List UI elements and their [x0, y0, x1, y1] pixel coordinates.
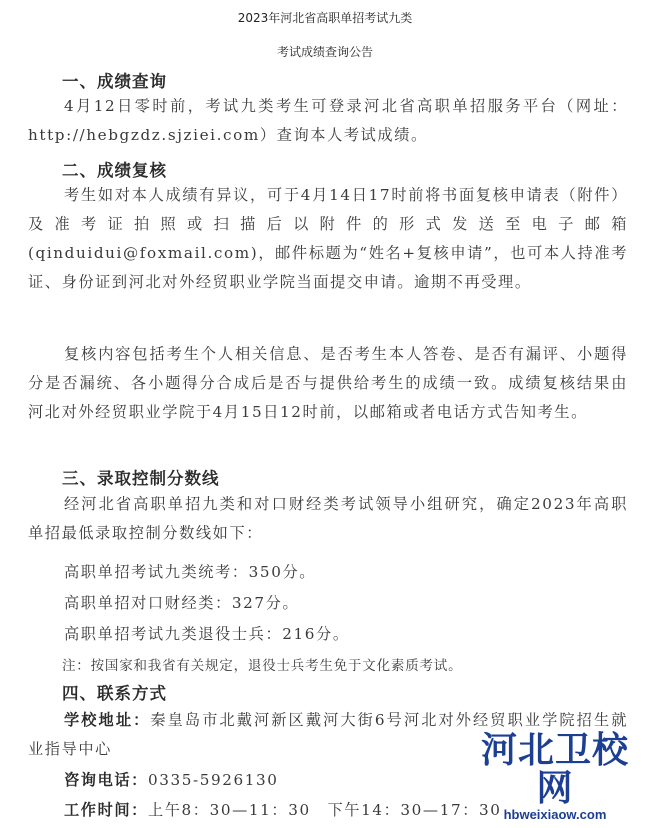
hours-label: 工作时间：	[64, 801, 148, 819]
section-heading-cutoff-scores: 三、录取控制分数线	[62, 469, 220, 488]
contact-hours	[64, 799, 502, 820]
cutoff-note: 注：按国家和我省有关规定，退役士兵考生免于文化素质考试。	[62, 658, 463, 674]
cutoff-line-veterans: 高职单招考试九类退役士兵：216分。	[64, 625, 350, 643]
phone-label: 咨询电话：	[64, 771, 148, 789]
address-value: 秦皇岛市北戴河新区戴河大街6号河北对外经贸职业学院招生就业指导中心	[28, 711, 629, 758]
cutoff-line-general: 高职单招考试九类统考：350分。	[64, 563, 317, 581]
cutoff-line-finance: 高职单招对口财经类：327分。	[64, 594, 300, 612]
phone-value: 0335-5926130	[147, 771, 279, 789]
score-review-paragraph-1: 考生如对本人成绩有异议，可于4月14日17时前将书面复核申请表（附件）及准考证拍照或扫描后以附件的形式发送至电子邮箱(qinduidui@foxmail.com)，邮件标题为“姓名+复核申请”，也可本人持准考证、身份证到河北对外经贸职业学院当面提交申请。逾期不再受理。	[28, 186, 628, 291]
watermark-en-text: hbweixiaow.com	[503, 807, 607, 822]
section-heading-contact: 四、联系方式	[62, 684, 167, 703]
section-heading-score-query: 一、成绩查询	[62, 72, 167, 91]
score-review-paragraph-2: 复核内容包括考生个人相关信息、是否考生本人答卷、是否有漏评、小题得分是否漏统、各小题得分合成后是否与提供给考生的成绩一致。成绩复核结果由河北对外经贸职业学院于4月15日12时前，以邮箱或者电话方式告知考生。	[28, 345, 628, 421]
cutoff-intro-paragraph: 经河北省高职单招九类和对口财经类考试领导小组研究，确定2023年高职单招最低录取控制分数线如下：	[28, 495, 628, 542]
watermark-cn-text: 河北卫校网	[480, 730, 629, 809]
contact-phone	[64, 769, 279, 790]
section-heading-score-review: 二、成绩复核	[62, 161, 167, 180]
notice-title-line2: 考试成绩查询公告	[276, 45, 373, 59]
notice-title-line1: 2023年河北省高职单招考试九类	[237, 11, 413, 25]
address-label: 学校地址：	[64, 711, 151, 729]
hours-value: 上午8：30—11：30 下午14：30—17：30	[147, 801, 502, 819]
score-query-paragraph: 4月12日零时前，考试九类考生可登录河北省高职单招服务平台（网址：http://hebgzdz.sjziei.com）查询本人考试成绩。	[28, 97, 628, 144]
site-watermark	[470, 732, 640, 822]
